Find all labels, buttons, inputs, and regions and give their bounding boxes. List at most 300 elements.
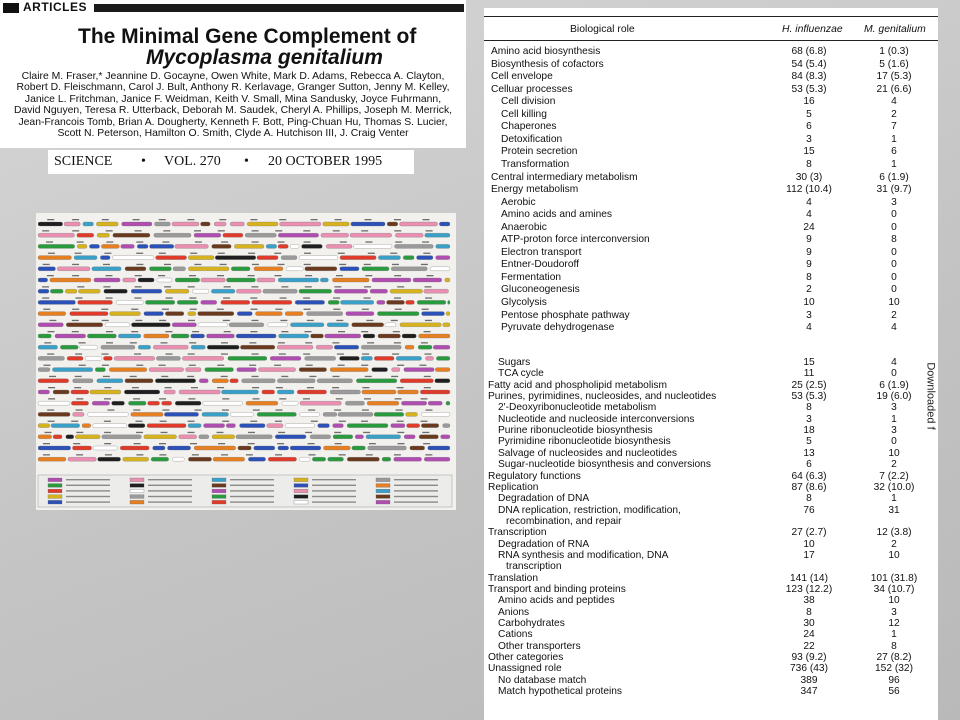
gene-number-mark: [189, 365, 196, 366]
table-row: [484, 482, 938, 494]
gene-bar: [38, 289, 49, 293]
gene-bar: [277, 390, 294, 394]
role-name: Amino acid biosynthesis: [491, 46, 601, 57]
gene-bar: [362, 267, 389, 271]
gene-bar: [157, 278, 172, 282]
column-header-m-genitalium: M. genitalium: [864, 24, 926, 35]
role-name: Celluar processes: [491, 83, 573, 95]
gene-bar: [425, 233, 450, 237]
gene-bar: [73, 379, 94, 383]
role-name: DNA replication, restriction, modification,: [498, 504, 681, 516]
h-influenzae-count: 6: [806, 459, 812, 471]
gene-number-mark: [338, 331, 345, 332]
role-name: Pyruvate dehydrogenase: [501, 322, 615, 334]
gene-number-mark: [333, 309, 340, 310]
gene-number-mark: [366, 454, 373, 455]
m-genitalium-count: 21 (6.6): [876, 83, 912, 95]
gene-bar: [266, 244, 277, 248]
gene-number-mark: [307, 320, 314, 321]
gene-number-mark: [130, 376, 137, 377]
gene-bar: [240, 345, 275, 349]
m-genitalium-count: 4: [891, 357, 897, 368]
gene-number-mark: [188, 398, 195, 399]
role-name: Other transporters: [498, 640, 581, 652]
m-genitalium-count: 2: [891, 459, 897, 471]
gene-bar: [299, 457, 310, 461]
gene-number-mark: [188, 286, 195, 287]
gene-number-mark: [43, 443, 50, 444]
gene-number-mark: [311, 421, 318, 422]
gene-number-mark: [191, 387, 198, 388]
m-genitalium-count: 3: [891, 606, 897, 618]
gene-bar: [290, 323, 324, 327]
h-influenzae-count: 4: [806, 209, 812, 221]
m-genitalium-count: 96: [888, 674, 900, 686]
gene-bar: [419, 334, 451, 338]
gene-number-mark: [77, 241, 84, 242]
gene-bar: [38, 401, 70, 405]
gene-number-mark: [423, 219, 430, 220]
gene-bar: [406, 412, 418, 416]
gene-bar: [318, 424, 330, 428]
gene-number-mark: [338, 365, 345, 366]
gene-bar: [51, 424, 80, 428]
gene-bar: [93, 424, 127, 428]
table-row: [484, 493, 938, 505]
gene-bar: [390, 289, 423, 293]
role-name: Pyrimidine ribonucleotide biosynthesis: [498, 436, 671, 448]
legend-text-line: [148, 496, 192, 497]
role-name: Electron transport: [501, 246, 582, 258]
gene-bar: [340, 356, 360, 360]
gene-bar: [245, 233, 276, 237]
gene-bar: [185, 368, 201, 372]
table-row: [484, 322, 938, 334]
gene-number-mark: [136, 264, 143, 265]
legend-text-line: [66, 490, 110, 491]
gene-bar: [353, 244, 392, 248]
table-row: [484, 71, 938, 83]
gene-bar: [299, 289, 332, 293]
gene-number-mark: [102, 365, 109, 366]
article-header: [0, 0, 466, 148]
legend-swatch: [212, 489, 226, 493]
gene-number-mark: [101, 309, 108, 310]
gene-number-mark: [188, 432, 195, 433]
gene-number-mark: [135, 320, 142, 321]
gene-bar: [153, 446, 166, 450]
gene-number-mark: [72, 230, 79, 231]
gene-number-mark: [309, 376, 316, 377]
gene-number-mark: [397, 365, 404, 366]
gene-number-mark: [306, 365, 313, 366]
role-name: Other categories: [488, 652, 564, 664]
gene-number-mark: [189, 342, 196, 343]
gene-number-mark: [104, 421, 111, 422]
gene-number-mark: [221, 454, 228, 455]
gene-bar: [53, 390, 69, 394]
gene-bar: [116, 300, 143, 304]
m-genitalium-count: 6 (1.9): [879, 171, 909, 183]
citation-strip: [48, 150, 414, 174]
gene-bar: [188, 267, 229, 271]
gene-bar: [323, 222, 350, 226]
gene-number-mark: [248, 253, 255, 254]
m-genitalium-count: 17 (5.3): [876, 71, 912, 83]
gene-number-mark: [425, 286, 432, 287]
gene-number-mark: [425, 353, 432, 354]
gene-bar: [387, 222, 398, 226]
gene-bar: [333, 424, 344, 428]
gene-bar: [257, 256, 278, 260]
legend-text-line: [148, 485, 192, 486]
role-name: Entner-Doudoroff: [501, 259, 579, 271]
gene-number-mark: [394, 297, 401, 298]
gene-number-mark: [303, 353, 310, 354]
gene-number-mark: [47, 275, 54, 276]
gene-bar: [347, 424, 388, 428]
gene-bar: [278, 233, 319, 237]
m-genitalium-count: 1: [891, 158, 897, 170]
gene-number-mark: [217, 275, 224, 276]
table-row: [484, 516, 938, 528]
gene-bar: [430, 267, 450, 271]
gene-number-mark: [222, 409, 229, 410]
gene-bar: [435, 368, 450, 372]
gene-number-mark: [107, 409, 114, 410]
gene-bar: [123, 278, 136, 282]
gene-number-mark: [361, 230, 368, 231]
m-genitalium-count: 8: [891, 234, 897, 246]
gene-bar: [173, 267, 186, 271]
gene-bar: [403, 256, 414, 260]
gene-number-mark: [189, 297, 196, 298]
legend-swatch: [48, 484, 62, 488]
gene-number-mark: [366, 320, 373, 321]
gene-number-mark: [425, 320, 432, 321]
gene-number-mark: [364, 286, 371, 287]
gene-bar: [202, 412, 229, 416]
table-row: [484, 595, 938, 607]
role-name: Degradation of DNA: [498, 493, 590, 505]
gene-bar: [131, 323, 170, 327]
gene-number-mark: [76, 398, 83, 399]
gene-number-mark: [248, 275, 255, 276]
gene-bar: [137, 244, 148, 248]
m-genitalium-count: 2: [891, 108, 897, 120]
h-influenzae-count: 18: [803, 425, 815, 437]
gene-bar: [446, 401, 450, 405]
gene-bar: [38, 256, 72, 260]
gene-number-mark: [106, 342, 113, 343]
gene-bar: [212, 435, 235, 439]
gene-number-mark: [278, 264, 285, 265]
gene-bar: [101, 345, 135, 349]
gene-bar: [334, 345, 359, 349]
table-header-rule: [484, 40, 938, 41]
m-genitalium-count: 152 (32): [875, 663, 913, 675]
gene-bar: [191, 334, 205, 338]
gene-bar: [352, 446, 366, 450]
role-name: ATP-proton force interconversion: [501, 234, 650, 246]
gene-bar: [363, 334, 375, 338]
gene-bar: [64, 222, 80, 226]
gene-number-mark: [368, 253, 375, 254]
h-influenzae-count: 9: [806, 259, 812, 271]
gene-number-mark: [75, 353, 82, 354]
gene-bar: [345, 401, 364, 405]
gene-number-mark: [102, 320, 109, 321]
gene-number-mark: [394, 454, 401, 455]
gene-bar: [277, 345, 313, 349]
gene-bar: [65, 289, 77, 293]
gene-number-mark: [276, 409, 283, 410]
h-influenzae-count: 9: [806, 234, 812, 246]
role-name: Detoxification: [501, 133, 563, 145]
gene-number-mark: [48, 398, 55, 399]
gene-bar: [228, 356, 267, 360]
gene-number-mark: [106, 241, 113, 242]
gene-number-mark: [42, 297, 49, 298]
gene-number-mark: [305, 275, 312, 276]
gene-bar: [113, 233, 150, 237]
gene-bar: [101, 244, 119, 248]
gene-bar: [275, 435, 306, 439]
gene-bar: [317, 379, 353, 383]
gene-number-mark: [104, 387, 111, 388]
gene-bar: [404, 368, 434, 372]
role-name: Amino acids and peptides: [498, 595, 615, 607]
role-name: Fermentation: [501, 271, 562, 283]
gene-number-mark: [333, 230, 340, 231]
gene-bar: [252, 300, 292, 304]
gene-number-mark: [281, 376, 288, 377]
gene-number-mark: [253, 398, 260, 399]
legend-swatch: [376, 500, 390, 504]
gene-number-mark: [224, 331, 231, 332]
gene-bar: [38, 244, 75, 248]
gene-bar: [156, 256, 187, 260]
gene-bar: [441, 435, 450, 439]
gene-bar: [230, 379, 239, 383]
gene-number-mark: [130, 342, 137, 343]
legend-text-line: [66, 479, 110, 480]
gene-bar: [151, 457, 169, 461]
gene-bar: [85, 356, 102, 360]
gene-number-mark: [104, 253, 111, 254]
role-name: RNA synthesis and modification, DNA: [498, 549, 669, 561]
gene-bar: [332, 278, 369, 282]
gene-bar: [325, 334, 361, 338]
gene-bar: [334, 289, 368, 293]
table-row: [484, 159, 938, 171]
gene-number-mark: [79, 365, 86, 366]
gene-bar: [66, 323, 103, 327]
gene-bar: [290, 446, 321, 450]
legend-swatch: [294, 478, 308, 482]
gene-bar: [280, 222, 322, 226]
h-influenzae-count: 4: [806, 322, 812, 334]
role-name: Replication: [488, 481, 539, 493]
gene-bar: [367, 401, 399, 405]
citation-bullet: •: [244, 154, 249, 169]
gene-number-mark: [136, 253, 143, 254]
gene-bar: [361, 356, 372, 360]
gene-number-mark: [307, 387, 314, 388]
gene-number-mark: [362, 353, 369, 354]
gene-bar: [125, 267, 146, 271]
gene-bar: [254, 446, 275, 450]
gene-bar: [413, 278, 442, 282]
h-influenzae-count: 13: [803, 447, 815, 459]
gene-bar: [103, 356, 112, 360]
gene-bar: [417, 256, 434, 260]
gene-number-mark: [276, 387, 283, 388]
section-rule: [94, 4, 464, 12]
h-influenzae-count: 38: [803, 595, 815, 607]
gene-number-mark: [104, 398, 111, 399]
gene-bar: [177, 300, 198, 304]
gene-bar: [350, 233, 392, 237]
gene-bar: [223, 233, 243, 237]
gene-bar: [112, 256, 154, 260]
table-row: [484, 96, 938, 108]
gene-number-mark: [275, 230, 282, 231]
author-line: David Nguyen, Teresa R. Utterback, Deborah M. Saudek, Cheryl A. Phillips, Joseph M. Merrick,: [13, 105, 453, 117]
gene-bar: [204, 424, 225, 428]
gene-bar: [164, 390, 176, 394]
gene-number-mark: [79, 342, 86, 343]
role-name: Energy metabolism: [491, 184, 579, 196]
role-name: Cell envelope: [491, 71, 553, 83]
gene-bar: [238, 446, 252, 450]
role-name: Purine ribonucleotide biosynthesis: [498, 425, 653, 437]
gene-bar: [446, 312, 450, 316]
gene-number-mark: [159, 219, 166, 220]
gene-number-mark: [361, 421, 368, 422]
gene-bar: [93, 446, 118, 450]
gene-bar: [125, 379, 153, 383]
gene-bar: [138, 278, 154, 282]
gene-number-mark: [219, 219, 226, 220]
m-genitalium-count: 31: [888, 504, 900, 516]
gene-bar: [333, 435, 353, 439]
gene-number-mark: [422, 241, 429, 242]
gene-bar: [38, 368, 50, 372]
m-genitalium-count: 3: [891, 402, 897, 414]
gene-bar: [148, 401, 160, 405]
gene-number-mark: [136, 421, 143, 422]
gene-bar: [338, 412, 373, 416]
role-name: recombination, and repair: [506, 515, 622, 527]
h-influenzae-count: 24: [803, 629, 815, 641]
gene-bar: [53, 435, 62, 439]
m-genitalium-count: 10: [888, 297, 900, 308]
gene-number-mark: [194, 264, 201, 265]
gene-bar: [206, 334, 234, 338]
legend-text-line: [312, 496, 356, 497]
h-influenzae-count: 10: [803, 538, 815, 550]
gene-number-mark: [166, 297, 173, 298]
gene-bar: [55, 334, 86, 338]
gene-number-mark: [392, 353, 399, 354]
gene-number-mark: [77, 286, 84, 287]
legend-text-line: [394, 501, 438, 502]
m-genitalium-count: 32 (10.0): [873, 481, 915, 493]
gene-bar: [299, 368, 327, 372]
role-name: Pentose phosphate pathway: [501, 309, 630, 321]
gene-number-mark: [335, 443, 342, 444]
gene-number-mark: [135, 230, 142, 231]
gene-number-mark: [159, 454, 166, 455]
role-name: Central intermediary metabolism: [491, 171, 638, 183]
gene-bar: [368, 446, 407, 450]
gene-number-mark: [134, 353, 141, 354]
gene-number-mark: [365, 376, 372, 377]
gene-number-mark: [423, 443, 430, 444]
gene-bar: [131, 289, 162, 293]
gene-number-mark: [221, 241, 228, 242]
gene-number-mark: [278, 432, 285, 433]
gene-bar: [71, 390, 89, 394]
table-row: [484, 436, 938, 448]
gene-number-mark: [303, 297, 310, 298]
gene-number-mark: [188, 421, 195, 422]
gene-bar: [286, 267, 303, 271]
h-influenzae-count: 53 (5.3): [791, 83, 827, 95]
table-row: [484, 272, 938, 284]
gene-bar: [385, 323, 396, 327]
author-list: [0, 71, 466, 139]
gene-bar: [263, 289, 298, 293]
legend-swatch: [376, 495, 390, 499]
gene-bar: [66, 435, 74, 439]
gene-number-mark: [44, 342, 51, 343]
gene-number-mark: [275, 309, 282, 310]
gene-bar: [281, 256, 297, 260]
gene-bar: [300, 412, 320, 416]
table-row: [484, 402, 938, 414]
gene-bar: [330, 390, 361, 394]
gene-number-mark: [217, 365, 224, 366]
m-genitalium-count: 6: [891, 146, 897, 158]
gene-number-mark: [397, 432, 404, 433]
gene-bar: [182, 356, 224, 360]
gene-bar: [38, 412, 70, 416]
h-influenzae-count: 389: [800, 674, 818, 686]
gene-bar: [400, 379, 433, 383]
table-row: [484, 222, 938, 234]
h-influenzae-count: 16: [803, 96, 815, 108]
gene-number-mark: [195, 241, 202, 242]
table-row: [484, 607, 938, 619]
gene-number-mark: [333, 376, 340, 377]
gene-bar: [73, 412, 85, 416]
gene-number-mark: [223, 320, 230, 321]
gene-number-mark: [47, 353, 54, 354]
gene-number-mark: [252, 264, 259, 265]
gene-number-mark: [421, 398, 428, 399]
gene-number-mark: [44, 365, 51, 366]
role-name: Cell killing: [501, 108, 547, 120]
gene-bar: [439, 222, 450, 226]
gene-bar: [406, 300, 415, 304]
gene-number-mark: [249, 365, 256, 366]
table-row: [484, 109, 938, 121]
gene-number-mark: [340, 241, 347, 242]
gene-number-mark: [277, 443, 284, 444]
gene-bar: [417, 300, 446, 304]
